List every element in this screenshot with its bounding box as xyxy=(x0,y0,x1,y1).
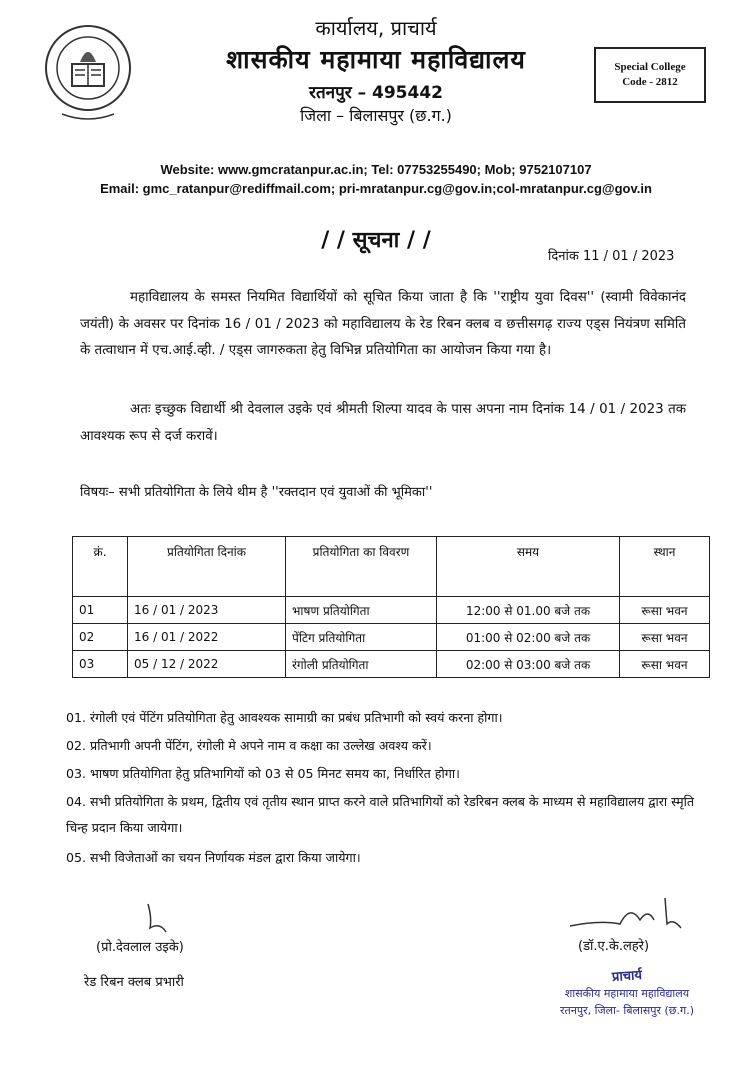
header-date: प्रतियोगिता दिनांक xyxy=(128,537,286,597)
notice-subject: विषयः– सभी प्रतियोगिता के लिये थीम है ''रक्तदान एवं युवाओं की भूमिका'' xyxy=(80,485,433,500)
stamp-address: रतनपुर, जिला- बिलासपुर (छ.ग.) xyxy=(560,1004,694,1017)
cell-date: 16 / 01 / 2023 xyxy=(128,597,286,624)
table-row xyxy=(73,651,710,678)
contact-email: Email: gmc_ratanpur@rediffmail.com; pri-mratanpur.cg@gov.in;col-mratanpur.cg@gov.in xyxy=(100,181,652,196)
stamp-title: प्राचार्य xyxy=(611,967,643,986)
stamp-college: शासकीय महामाया महाविद्यालय xyxy=(564,987,690,1000)
cell-venue: रूसा भवन xyxy=(620,597,710,624)
notice-title: / / सूचना / / xyxy=(321,228,431,253)
cell-time: 12:00 से 01.00 बजे तक xyxy=(437,597,620,624)
note-item: 04. सभी प्रतियोगिता के प्रथम, द्वितीय एवं तृतीय स्थान प्राप्त करने वाले प्रतिभागियों को रेडरिबन क्लब के माध्यम से महाविद्यालय द्वारा स्मृति चिन्ह प्रदान किया जायेगा। xyxy=(66,794,695,835)
competition-schedule-table xyxy=(72,536,710,678)
principal-stamp xyxy=(532,968,722,1038)
header-description: प्रतियोगिता का विवरण xyxy=(286,537,437,597)
cell-description: पेंटिग प्रतियोगिता xyxy=(286,624,437,651)
left-signature-mark xyxy=(140,898,180,938)
table-header-row xyxy=(73,537,710,597)
header-venue: स्थान xyxy=(620,537,710,597)
college-code-box xyxy=(594,47,706,103)
college-district: जिला – बिलासपुर (छ.ग.) xyxy=(300,106,452,125)
table-row xyxy=(73,597,710,624)
header-serial: क्रं. xyxy=(73,537,128,597)
cell-date: 16 / 01 / 2022 xyxy=(128,624,286,651)
cell-time: 01:00 से 02:00 बजे तक xyxy=(437,624,620,651)
cell-description: रंगोली प्रतियोगिता xyxy=(286,651,437,678)
cell-serial: 03 xyxy=(73,651,128,678)
notice-paragraph-2: अतः इच्छुक विद्यार्थी श्री देवलाल उइके एवं श्रीमती शिल्पा यादव के पास अपना नाम दिनांक 14 / 01 / 2023 तक आवश्यक रूप से दर्ज करावें। xyxy=(80,402,686,444)
notice-date: दिनांक 11 / 01 / 2023 xyxy=(548,249,675,264)
right-signature-mark xyxy=(565,892,695,937)
cell-serial: 01 xyxy=(73,597,128,624)
office-heading: कार्यालय, प्राचार्य xyxy=(315,16,437,40)
header-time: समय xyxy=(437,537,620,597)
college-name: शासकीय महामाया महाविद्यालय xyxy=(226,45,526,74)
left-signatory-name: (प्रो.देवलाल उइके) xyxy=(96,940,184,955)
cell-description: भाषण प्रतियोगिता xyxy=(286,597,437,624)
cell-venue: रूसा भवन xyxy=(620,624,710,651)
cell-venue: रूसा भवन xyxy=(620,651,710,678)
cell-time: 02:00 से 03:00 बजे तक xyxy=(437,651,620,678)
cell-date: 05 / 12 / 2022 xyxy=(128,651,286,678)
left-signatory-role: रेड रिबन क्लब प्रभारी xyxy=(84,975,184,990)
cell-serial: 02 xyxy=(73,624,128,651)
code-line-1: Special College xyxy=(614,61,686,73)
contact-web-phone: Website: www.gmcratanpur.ac.in; Tel: 07753255490; Mob; 9752107107 xyxy=(160,162,592,177)
college-place: रतनपुर – 495442 xyxy=(309,83,443,103)
code-line-2: Code - 2812 xyxy=(622,76,678,88)
note-item: 01. रंगोली एवं पेंटिंग प्रतियोगिता हेतु आवश्यक सामाग्री का प्रबंध प्रतिभागी को स्वयं करना होगा। xyxy=(66,710,503,725)
notice-paragraph-1: महाविद्यालय के समस्त नियमित विद्यार्थियों को सूचित किया जाता है कि ''राष्ट्रीय युवा दिवस'' (स्वामी विवेकानंद जयंती) के अवसर पर दिनांक 16 / 01 / 2023 को महाविद्यालय के रेड रिबन क्लब व छत्तीसगढ़ राज्य एड्स नियंत्रण समिति के तत्वाधान में एच.आई.व्ही. / एड्स जागरुकता हेतु विभिन्न प्रतियोगिता का आयोजन किया गया है। xyxy=(80,290,686,358)
note-item: 02. प्रतिभागी अपनी पेंटिंग, रंगोली मे अपने नाम व कक्षा का उल्लेख अवश्य करें। xyxy=(66,738,432,753)
right-signatory-name: (डॉ.ए.के.लहरे) xyxy=(578,939,650,954)
note-item: 03. भाषण प्रतियोगिता हेतु प्रतिभागियों को 03 से 05 मिनट समय का, निर्धारित होगा। xyxy=(66,766,460,781)
table-row xyxy=(73,624,710,651)
note-item: 05. सभी विजेताओं का चयन निर्णायक मंडल द्वारा किया जायेगा। xyxy=(66,850,361,865)
